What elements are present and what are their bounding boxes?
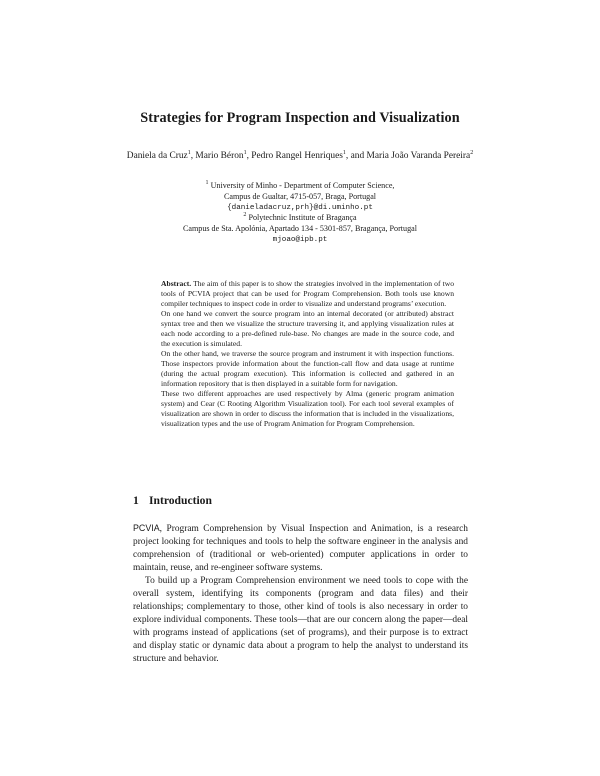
affiliation-mark: 1 bbox=[205, 180, 209, 186]
abstract bbox=[161, 279, 454, 429]
affiliations bbox=[110, 181, 490, 246]
affiliation-2 bbox=[110, 213, 490, 224]
author-separator: , and bbox=[345, 151, 367, 161]
abstract-paragraph: These two different approaches are used respectively by Alma (generic program animation system) and Cear (C Rooting Algorithm Visualization tool). For each tool several examples of visualization are shown in order to discuss the information that is included in the visualizations, visualization types and the use of Program Animation for Program Comprehension. bbox=[161, 389, 454, 428]
author-separator: , bbox=[246, 151, 252, 161]
author-name: Daniela da Cruz bbox=[126, 151, 188, 161]
email-address: {danieladacruz,prh}@di.uminho.pt bbox=[227, 203, 373, 212]
author-name: Maria João Varanda Pereira bbox=[366, 151, 471, 161]
affiliation-mark: 2 bbox=[470, 150, 474, 156]
abstract-paragraph: On one hand we convert the source program into an internal decorated (or attributed) abstract syntax tree and then we visualize the structure traversing it, and applying visualization rules at each node according to a pre-defined rule-base. No changes are made in the source code, and the execution is simulated. bbox=[161, 309, 454, 348]
introduction-body bbox=[133, 522, 468, 666]
body-paragraph: To build up a Program Comprehension environment we need tools to cope with the overall system, identifying its components (program and data files) and their relationships; complementary to those, other kind of tools is also necessary in order to explore individual components. These tools—that are our concern along the paper—deal with programs instead of applications (set of programs), and their purpose is to extract and display static or dynamic data about a program to help the analyst to understand its structure and behavior. bbox=[133, 576, 468, 664]
author-name: Pedro Rangel Henriques bbox=[251, 151, 343, 161]
affiliation-mark: 1 bbox=[243, 150, 247, 156]
paper-title: Strategies for Program Inspection and Visualization bbox=[140, 110, 460, 126]
abstract-paragraph bbox=[161, 279, 454, 309]
section-title: Introduction bbox=[149, 494, 212, 507]
affiliation-line: University of Minho - Department of Computer Science, bbox=[210, 181, 395, 190]
abstract-paragraph: On the other hand, we traverse the source program and instrument it with inspection functions. Those inspectors provide information about the function-call flow and data usage at runtime (during the actual program execution). This information is collected and gathered in an information repository that is then displayed in a suitable form for navigation. bbox=[161, 349, 454, 388]
section-number: 1 bbox=[133, 494, 139, 507]
affiliation-line: Campus de Gualtar, 4715-057, Braga, Portugal bbox=[223, 191, 377, 201]
affiliation-mark: 1 bbox=[187, 150, 191, 156]
author-name: Mario Béron bbox=[195, 151, 244, 161]
body-text: , Program Comprehension by Visual Inspection and Animation, is a research project looking for techniques and tools to help the software engineer in the analysis and comprehension of (traditional or web-oriented) computer applications in order to maintain, reuse, and re-engineer software systems. bbox=[133, 524, 468, 573]
affiliation-1 bbox=[110, 181, 490, 192]
project-acronym: PCVIA bbox=[133, 523, 160, 533]
affiliation-mark: 2 bbox=[243, 212, 247, 219]
section-heading bbox=[133, 494, 212, 507]
author-separator: , bbox=[190, 151, 196, 161]
affiliation-line: Polytechnic Institute of Bragança bbox=[248, 213, 357, 223]
body-paragraph bbox=[133, 522, 468, 575]
abstract-label: Abstract. bbox=[161, 279, 192, 288]
author-list bbox=[110, 150, 490, 163]
affiliation-mark: 1 bbox=[342, 150, 346, 156]
affiliation-line: Campus de Sta. Apolónia, Apartado 134 - 5301-857, Bragança, Portugal bbox=[182, 224, 417, 234]
abstract-text: The aim of this paper is to show the strategies involved in the implementation of two tools of PCVIA project that can be used for Program Comprehension. Both tools use known compiler techniques to inspect code in order to visualize and understand programs’ execution. bbox=[161, 279, 454, 308]
email-address: mjoao@ipb.pt bbox=[272, 235, 328, 244]
